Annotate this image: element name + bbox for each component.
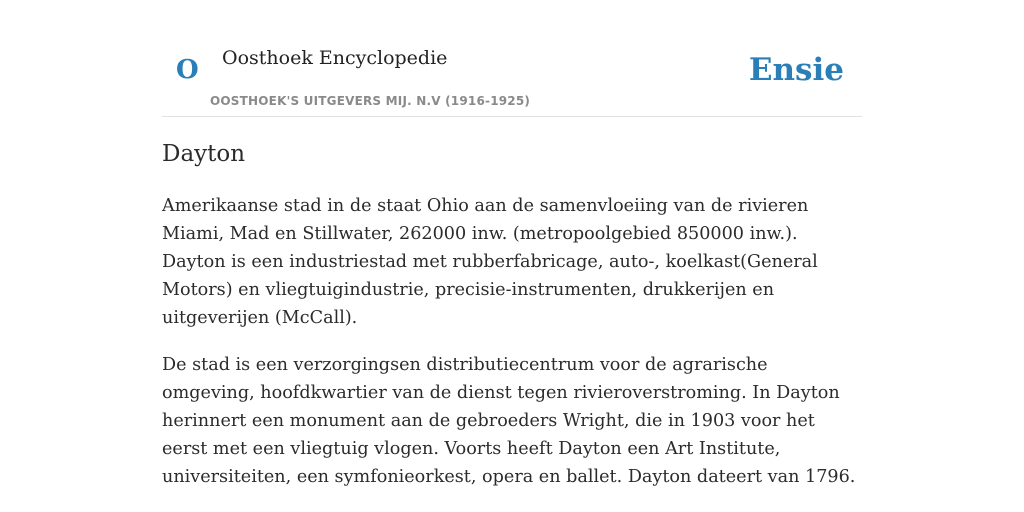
source-subtitle: OOSTHOEK'S UITGEVERS MIJ. N.V (1916-1925)	[210, 94, 531, 108]
entry-paragraph: Amerikaanse stad in de staat Ohio aan de samenvloeiing van de rivieren Miami, Mad en Stillwater, 262000 inw. (metropoolgebied 850000 inw.). Dayton is een industriestad met rubberfabricage, auto-, koelkast(General Motors) en vliegtuigindustrie, precisie-instrumenten, drukkerijen en uitgeverijen (McCall).	[162, 196, 818, 328]
source-title-link[interactable]: Oosthoek Encyclopedie	[222, 47, 448, 69]
ensie-logo-link[interactable]: Ensie	[748, 52, 844, 88]
entry-title: Dayton	[162, 141, 246, 167]
source-header	[162, 0, 862, 117]
entry-paragraph: De stad is een verzorgingsen distributiecentrum voor de agrarische omgeving, hoofdkwartier van de dienst tegen rivieroverstroming. In Dayton herinnert een monument aan de gebroeders Wright, die in 1903 voor het eerst met een vliegtuig vlogen. Voorts heeft Dayton een Art Institute, universiteiten, een symfonieorkest, opera en ballet. Dayton dateert van 1796.	[162, 355, 856, 487]
entry-body	[162, 192, 862, 510]
source-logo-icon[interactable]: O	[176, 55, 199, 85]
